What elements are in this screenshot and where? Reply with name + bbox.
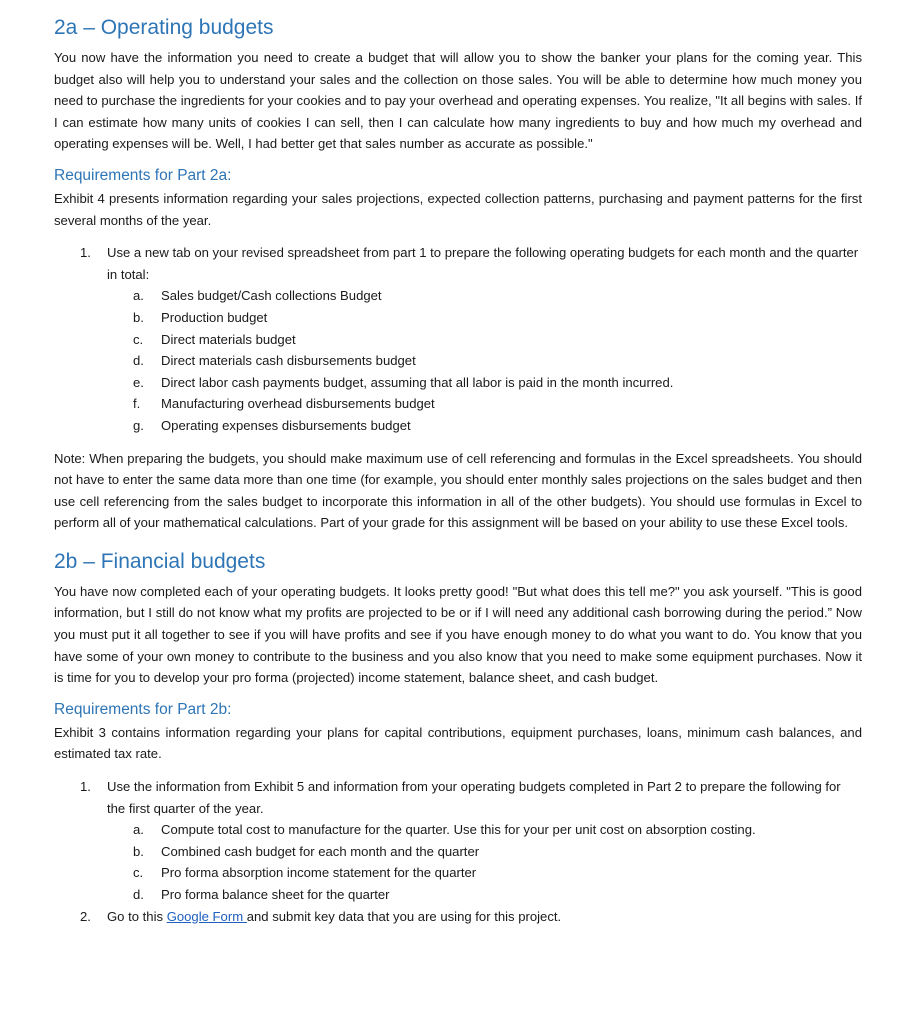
sublist-item-text: Pro forma balance sheet for the quarter (161, 887, 390, 902)
budget-sublist (107, 285, 862, 436)
excel-note: Note: When preparing the budgets, you should make maximum use of cell referencing and formulas in the Excel spreadsheets. You should not have to enter the same data more than one time (for example, you should enter monthly sales projections on the sales budget and then use cell referencing from the sales budget to incorporate this information in all of the other budgets). You should use formulas in Excel to perform all of your mathematical calculations. Part of your grade for this assignment will be based on your ability to use these Excel tools. (54, 450, 862, 531)
list-number: 1. (80, 779, 91, 795)
section-2a-heading: 2a – Operating budgets (54, 16, 274, 39)
requirements-2a-text: Exhibit 4 presents information regarding your sales projections, expected collection patterns, purchasing and payment patterns for the first several months of the year. (54, 190, 862, 228)
sublist-letter: f. (133, 396, 141, 412)
sublist-letter: e. (133, 374, 144, 390)
list-item (54, 242, 862, 436)
sublist-item (107, 884, 862, 906)
list-item-prefix: Go to this (107, 908, 167, 924)
section-2b-intro: You have now completed each of your operating budgets. It looks pretty good! "But what does this tell me?" you ask yourself. "This is good information, but I still do not know what my profits are projected to be or if I will need any additional cash borrowing during the period.” Now you must put it all together to see if you will have profits and see if you have enough money to do what you want to do. You know that you have some of your own money to contribute to the business and you also know that you need to make some equipment purchases. Now it is time for you to develop your pro forma (projected) income statement, balance sheet, and cash budget. (54, 583, 862, 686)
google-form-link[interactable]: Google Form (166, 908, 247, 924)
sublist-letter: b. (133, 309, 144, 325)
sublist-item-text: Combined cash budget for each month and the quarter (161, 843, 480, 859)
sublist-item-text: Compute total cost to manufacture for the quarter. Use this for your per unit cost on absorption costing. (161, 822, 756, 838)
list-number: 2. (80, 908, 91, 924)
sublist-item-text: Production budget (161, 309, 268, 325)
sublist-item-text: Sales budget/Cash collections Budget (161, 288, 382, 304)
sublist-item (107, 329, 862, 351)
list-number: 1. (80, 245, 91, 261)
requirements-2a-heading: Requirements for Part 2a: (54, 166, 232, 184)
requirements-2b-text: Exhibit 3 contains information regarding your plans for capital contributions, equipment purchases, loans, minimum cash balances, and estimated tax rate. (54, 724, 862, 762)
sublist-letter: c. (133, 865, 144, 881)
sublist-item (107, 819, 862, 841)
requirements-2b-list (54, 776, 862, 927)
sublist-item (107, 350, 862, 372)
sublist-item (107, 841, 862, 863)
sublist-letter: b. (133, 843, 144, 859)
sublist-item-text: Direct materials cash disbursements budget (161, 353, 416, 369)
list-item (54, 906, 862, 928)
sublist-letter: d. (133, 353, 144, 369)
sublist-letter: d. (133, 887, 144, 902)
document-page (54, 14, 862, 927)
list-item-text: Use a new tab on your revised spreadsheet from part 1 to prepare the following operating budgets for each month and the quarter in total: (107, 245, 859, 282)
sublist-letter: a. (133, 822, 144, 838)
sublist-letter: g. (133, 417, 144, 433)
sublist-item (107, 307, 862, 329)
section-2b-heading: 2b – Financial budgets (54, 549, 266, 573)
sublist-item (107, 415, 862, 437)
sublist-letter: a. (133, 288, 144, 304)
list-item (54, 776, 862, 906)
sublist-item-text: Pro forma absorption income statement for the quarter (161, 865, 477, 881)
section-2a-intro: You now have the information you need to create a budget that will allow you to show the banker your plans for the coming year. This budget also will help you to understand your sales and the collection on those sales. You will be able to determine how much money you need to purchase the ingredients for your cookies and to pay your overhead and operating expenses. You realize, "It all begins with sales. If I can estimate how many units of cookies I can sell, then I can calculate how many ingredients to buy and how much my overhead and operating expenses will be. Well, I had better get that sales number as accurate as possible." (54, 50, 862, 152)
sublist-item (107, 285, 862, 307)
sublist-item-text: Direct materials budget (161, 331, 296, 347)
list-item-text: Use the information from Exhibit 5 and information from your operating budgets completed in Part 2 to prepare the following for the first quarter of the year. (107, 779, 841, 816)
sublist-item-text: Operating expenses disbursements budget (161, 417, 411, 433)
requirements-2b-heading: Requirements for Part 2b: (54, 700, 232, 718)
list-item-suffix: and submit key data that you are using for this project. (246, 908, 562, 924)
sublist-item-text: Manufacturing overhead disbursements budget (161, 396, 435, 412)
sublist-item-text: Direct labor cash payments budget, assuming that all labor is paid in the month incurred. (161, 374, 674, 390)
sublist-letter: c. (133, 331, 144, 347)
sublist-item (107, 862, 862, 884)
sublist-item (107, 393, 862, 415)
financial-sublist (107, 819, 862, 905)
sublist-item (107, 372, 862, 394)
requirements-2a-list (54, 242, 862, 436)
